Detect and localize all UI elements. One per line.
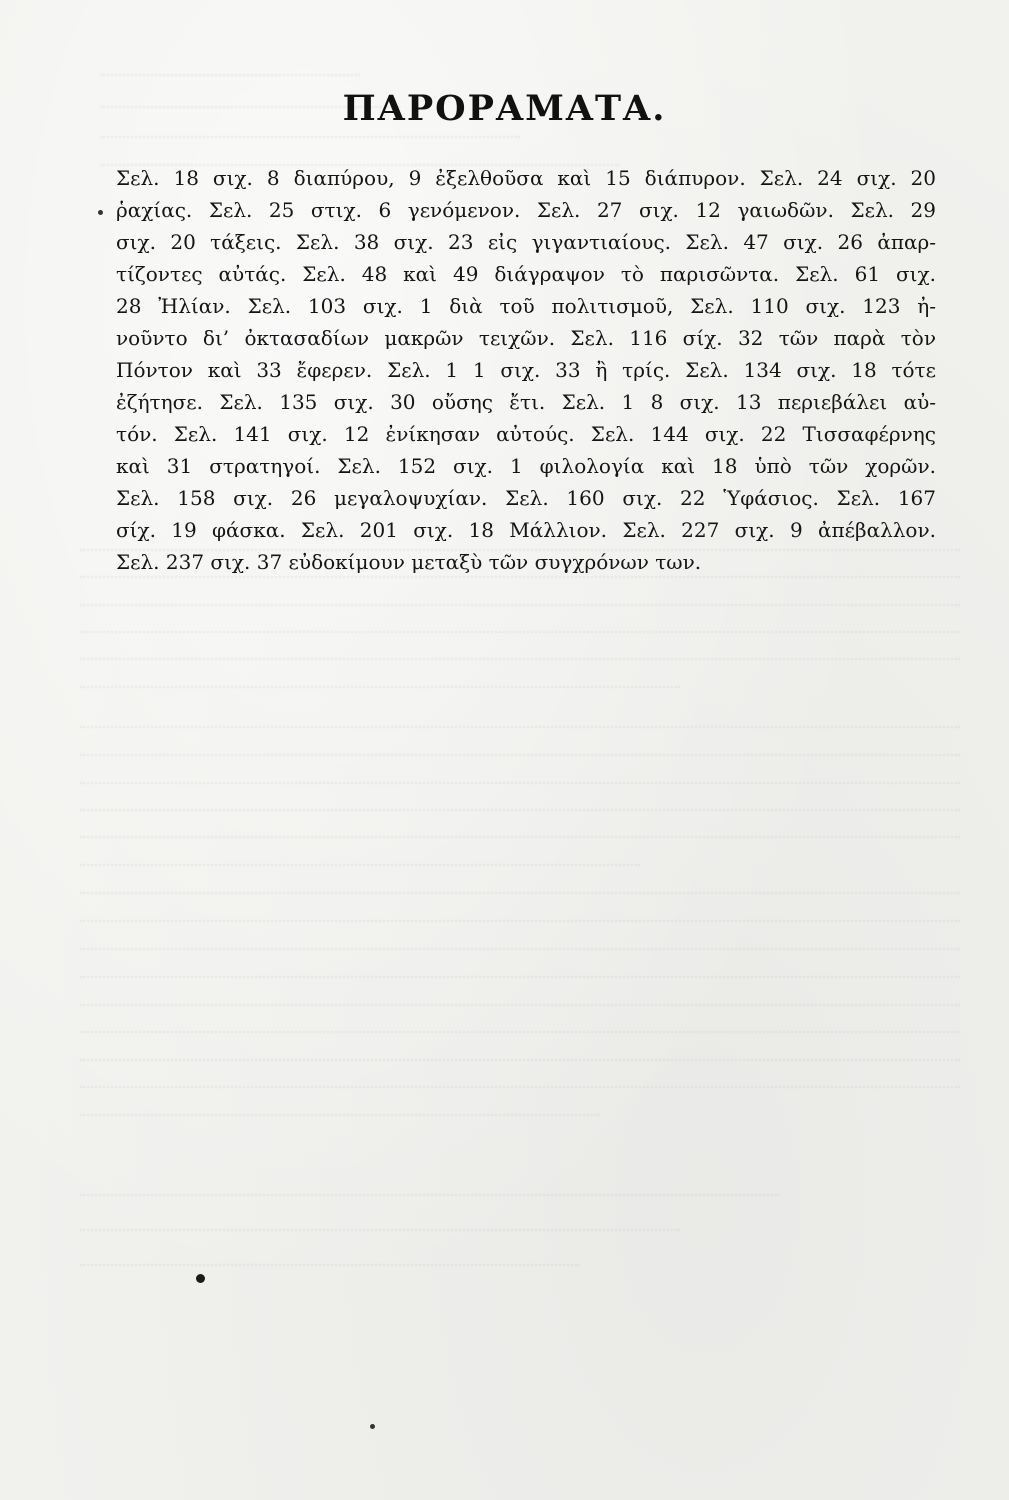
errata-line: σίχ. 19 φάσκα. Σελ. 201 σιχ. 18 Μάλλιον. Σελ. 227 σιχ. 9 ἀπέβαλλον. xyxy=(116,518,936,542)
errata-line: Σελ. 237 σιχ. 37 εὐδοκίμουν μεταξὺ τῶν συγχρόνων των. xyxy=(116,550,702,574)
errata-line: σιχ. 20 τάξεις. Σελ. 38 σιχ. 23 εἰς γιγαντιαίους. Σελ. 47 σιχ. 26 ἀπαρ- xyxy=(116,230,936,254)
errata-line: τόν. Σελ. 141 σιχ. 12 ἐνίκησαν αὐτούς. Σελ. 144 σιχ. 22 Τισσαφέρνης xyxy=(116,422,936,446)
errata-line: 28 Ἠλίαν. Σελ. 103 σιχ. 1 διὰ τοῦ πολιτισμοῦ, Σελ. 110 σιχ. 123 ἠ- xyxy=(116,294,936,318)
ink-speck xyxy=(370,1424,375,1429)
ink-speck xyxy=(98,210,103,215)
page-title: ΠΑΡΟΡΑΜΑΤΑ. xyxy=(342,88,667,129)
errata-line: ῥαχίας. Σελ. 25 στιχ. 6 γενόμενον. Σελ. 27 σιχ. 12 γαιωδῶν. Σελ. 29 xyxy=(116,198,936,222)
errata-line: Σελ. 158 σιχ. 26 μεγαλοψυχίαν. Σελ. 160 σιχ. 22 Ὑφάσιος. Σελ. 167 xyxy=(116,486,936,510)
ink-speck xyxy=(196,1274,205,1283)
errata-line: Σελ. 18 σιχ. 8 διαπύρου, 9 ἐξελθοῦσα καὶ 15 διάπυρον. Σελ. 24 σιχ. 20 xyxy=(116,166,936,190)
errata-line: νοῦντο δι’ ὀκτασαδίων μακρῶν τειχῶν. Σελ. 116 σίχ. 32 τῶν παρὰ τὸν xyxy=(116,326,936,350)
errata-text xyxy=(116,162,936,578)
errata-line: ἐζήτησε. Σελ. 135 σιχ. 30 οὔσης ἔτι. Σελ. 1 8 σιχ. 13 περιεβάλει αὐ- xyxy=(116,390,936,414)
errata-line: Πόντον καὶ 33 ἔφερεν. Σελ. 1 1 σιχ. 33 ἢ τρίς. Σελ. 134 σιχ. 18 τότε xyxy=(116,358,936,382)
errata-line: τίζοντες αὐτάς. Σελ. 48 καὶ 49 διάγραψον τὸ παρισῶντα. Σελ. 61 σιχ. xyxy=(116,262,936,286)
errata-line: καὶ 31 στρατηγοί. Σελ. 152 σιχ. 1 φιλολογία καὶ 18 ὑπὸ τῶν χορῶν. xyxy=(116,454,936,478)
